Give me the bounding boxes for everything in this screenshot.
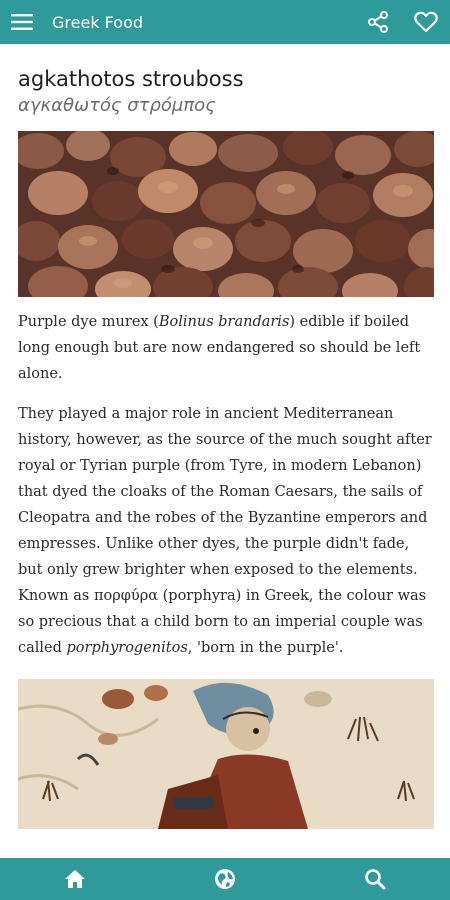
- paragraph-2-text-a: They played a major role in ancient Mediterranean history, however, as the source of the much sought after royal or Tyrian purple (from Tyre, in modern Lebanon) that dyed the cloaks of the Roman Caesars, the sails of Cleopatra and the robes of the Byzantine emperors and empresses. Unlike other dyes, the purple didn't fade, but only grew brighter when exposed to the elements. Known as πορφύρα (porphyra) in Greek, the colour was so precious that a child born to an imperial couple was called: [18, 406, 432, 656]
- paragraph-2-text-b: , 'born in the purple'.: [187, 640, 344, 656]
- paragraph-1-text-a: Purple dye murex (: [18, 314, 159, 330]
- paragraph-2: [18, 401, 434, 661]
- app-title: Greek Food: [52, 12, 144, 32]
- bottom-navigation: [0, 858, 450, 900]
- paragraph-1: [18, 309, 434, 387]
- article-content[interactable]: [18, 44, 434, 858]
- hamburger-menu-icon[interactable]: [0, 0, 44, 44]
- heart-icon[interactable]: [402, 0, 450, 44]
- fresco-image: [18, 679, 434, 829]
- porphyrogenitos-term: porphyrogenitos: [66, 640, 188, 656]
- article-title: agkathotos strouboss: [18, 67, 244, 91]
- share-icon[interactable]: [354, 0, 402, 44]
- article-greek-title: αγκαθωτός στρόμπος: [18, 95, 216, 116]
- paragraph-1-text-b: ) edible if boiled long enough but are now endangered so should be left alone.: [18, 314, 421, 382]
- search-icon[interactable]: [340, 858, 410, 900]
- app-bar: [0, 0, 450, 44]
- species-name: Bolinus brandaris: [158, 314, 290, 330]
- murex-shells-photo: [18, 131, 434, 297]
- home-icon[interactable]: [40, 858, 110, 900]
- globe-icon[interactable]: [190, 858, 260, 900]
